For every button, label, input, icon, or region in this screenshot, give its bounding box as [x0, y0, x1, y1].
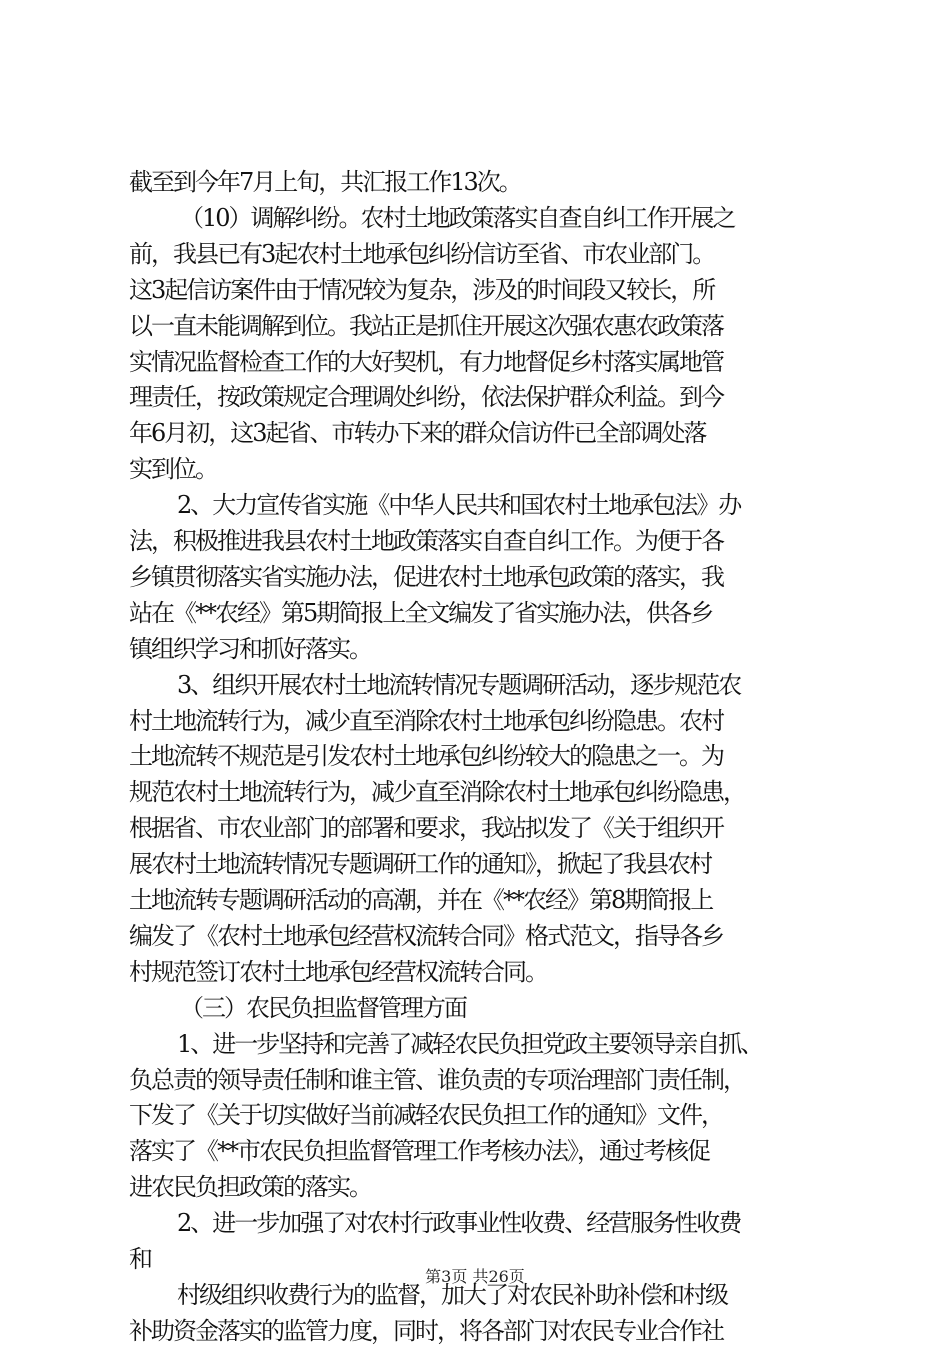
page-number-footer: 第3页 共26页: [425, 1267, 525, 1286]
text-line: 根据省、市农业部门的部署和要求，我站拟发了《关于组织开: [129, 814, 723, 843]
text-line: 2、进一步加强了对农村行政事业性收费、经营服务性收费: [177, 1209, 741, 1238]
text-line: 规范农村土地流转行为，减少直至消除农村土地承包纠纷隐患，: [129, 778, 745, 807]
text-line: 土地流转不规范是引发农村土地承包纠纷较大的隐患之一。为: [129, 742, 723, 771]
text-line: （10）调解纠纷。农村土地政策落实自查自纠工作开展之: [180, 203, 735, 232]
text-line: 展农村土地流转情况专题调研工作的通知》，掀起了我县农村: [129, 850, 711, 879]
text-line: 这3起信访案件由于情况较为复杂，涉及的时间段又较长，所: [129, 275, 715, 304]
text-line: 进农民负担政策的落实。: [129, 1173, 371, 1202]
text-line: 站在《**农经》第5期简报上全文编发了省实施办法，供各乡: [129, 598, 713, 627]
text-line: 土地流转专题调研活动的高潮，并在《**农经》第8期简报上: [129, 886, 713, 914]
text-line: 年6月初，这3起省、市转办下来的群众信访件已全部调处落: [129, 419, 706, 448]
text-line: 截至到今年7月上旬，共汇报工作13次。: [129, 168, 521, 196]
text-line: 村级组织收费行为的监督，加大了对农民补助补偿和村级: [177, 1280, 727, 1309]
text-line: 落实了《**市农民负担监督管理工作考核办法》，通过考核促: [129, 1137, 709, 1166]
text-line: 补助资金落实的监管力度，同时，将各部门对农民专业合作社: [129, 1316, 723, 1345]
text-line: 下发了《关于切实做好当前减轻农民负担工作的通知》文件，: [129, 1101, 723, 1130]
text-line: 负总责的领导责任制和谁主管、谁负责的专项治理部门责任制，: [129, 1065, 745, 1094]
text-line: 乡镇贯彻落实省实施办法，促进农村土地承包政策的落实，我: [129, 562, 723, 591]
text-line: 实情况监督检查工作的大好契机，有力地督促乡村落实属地管: [129, 347, 723, 376]
text-line: 实到位。: [129, 455, 217, 484]
text-line: 以一直未能调解到位。我站正是抓住开展这次强农惠农政策落: [129, 311, 723, 340]
text-line: 镇组织学习和抓好落实。: [129, 634, 371, 663]
text-line: 村规范签订农村土地承包经营权流转合同。: [129, 957, 547, 986]
section-heading: （三）农民负担监督管理方面: [180, 993, 466, 1022]
text-line: 2、大力宣传省实施《中华人民共和国农村土地承包法》办: [177, 491, 741, 520]
text-line: 1、进一步坚持和完善了减轻农民负担党政主要领导亲自抓、: [177, 1029, 763, 1058]
text-line: 前，我县已有3起农村土地承包纠纷信访至省、市农业部门。: [129, 239, 715, 268]
text-line: 村土地流转行为，减少直至消除农村土地承包纠纷隐患。农村: [129, 706, 723, 735]
text-line: 法，积极推进我县农村土地政策落实自查自纠工作。为便于各: [129, 527, 723, 555]
text-line: 理责任，按政策规定合理调处纠纷，依法保护群众利益。到今: [129, 383, 723, 412]
text-line: 编发了《农村土地承包经营权流转合同》格式范文，指导各乡: [129, 921, 723, 950]
text-line: 和: [129, 1245, 151, 1273]
text-line: 3、组织开展农村土地流转情况专题调研活动，逐步规范农: [177, 670, 741, 699]
